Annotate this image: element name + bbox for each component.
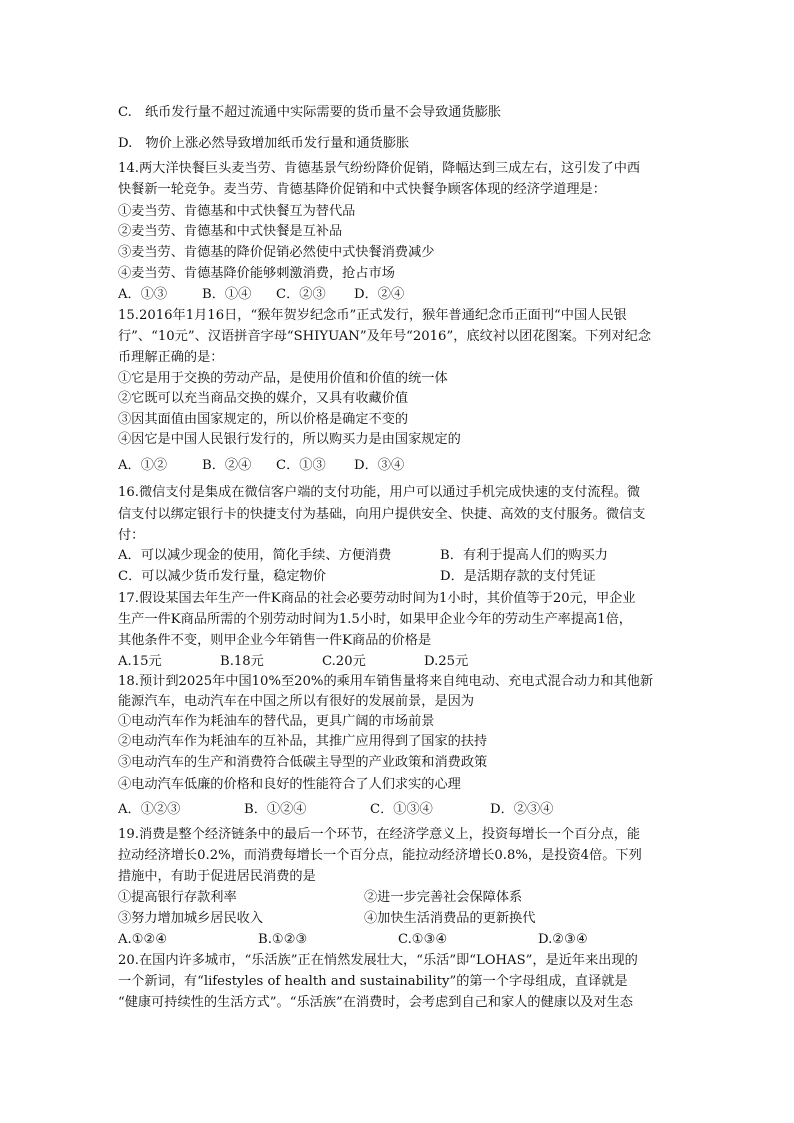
question-14-text: 14.两大洋快餐巨头麦当劳、肯德基景气纷纷降价促销，降幅达到三成左右，这引发了中西	[118, 161, 641, 176]
question-19-items	[118, 889, 688, 907]
item-1: ①提高银行存款利率	[118, 890, 237, 905]
option-d: D．是活期存款的支付凭证	[440, 569, 596, 584]
question-18-item: ③电动汽车的生产和消费符合低碳主导型的产业政策和消费政策	[118, 755, 488, 770]
question-14-item: ③麦当劳、肯德基的降价促销必然使中式快餐消费减少	[118, 245, 435, 260]
option-b: B.①②③	[258, 932, 308, 947]
question-15-text: 15.2016年1月16日，“猴年贺岁纪念币”正式发行，猴年普通纪念币正面刊“中国人民银	[118, 308, 627, 323]
question-14-item: ②麦当劳、肯德基和中式快餐是互补品	[118, 224, 343, 239]
option-c: C．②③	[276, 287, 326, 302]
option-d: D.25元	[424, 654, 469, 669]
option-c: C.①③④	[398, 932, 448, 947]
item-2: ②进一步完善社会保障体系	[364, 890, 523, 905]
option-b: B．有利于提高人们的购买力	[440, 548, 608, 563]
option-a: A．可以减少现金的使用，简化手续、方便消费	[118, 548, 392, 563]
option-a: A.①②④	[118, 932, 168, 947]
question-14-options	[118, 286, 688, 304]
question-18-item: ②电动汽车作为耗油车的互补品，其推广应用得到了国家的扶持	[118, 734, 488, 749]
question-16-options	[118, 547, 688, 565]
question-15-item: ④因它是中国人民银行发行的，所以购买力是由国家规定的	[118, 432, 461, 447]
option-a: A．①②	[118, 458, 168, 473]
question-17-options	[118, 653, 688, 671]
question-19-text: 拉动经济增长0.2%，而消费每增长一个百分点，能拉动经济增长0.8%，是投资4倍。下列	[118, 848, 642, 863]
question-16-text: 付：	[118, 528, 145, 543]
question-19-items	[118, 910, 688, 928]
option-a: A．①③	[118, 287, 168, 302]
question-15-item: ①它是用于交换的劳动产品，是使用价值和价值的统一体	[118, 371, 448, 386]
question-20-text: 20.在国内许多城市，“乐活族”正在悄然发展壮大，“乐活”即“LOHAS”，是近年来出现的	[118, 953, 638, 968]
question-20-text: “健康可持续性的生活方式”。“乐活族”在消费时，会考虑到自己和家人的健康以及对生态	[118, 995, 633, 1010]
question-15-text: 行”、“10元”、汉语拼音字母“SHIYUAN”及年号“2016”，底纹衬以团花图案。下列对纪念	[118, 329, 652, 344]
question-18-text: 能源汽车，电动汽车在中国之所以有很好的发展前景，是因为	[118, 694, 475, 709]
question-16-text: 16.微信支付是集成在微信客户端的支付功能，用户可以通过手机完成快速的支付流程。微	[118, 485, 641, 500]
question-14-item: ①麦当劳、肯德基和中式快餐互为替代品	[118, 204, 356, 219]
option-d: D．②③④	[490, 802, 554, 817]
item-3: ③努力增加城乡居民收入	[118, 911, 264, 926]
option-d-line: D. 物价上涨必然导致增加纸币发行量和通货膨胀	[118, 136, 410, 151]
question-18-text: 18.预计到2025年中国10%至20%的乘用车销售量将来自纯电动、充电式混合动力和其他新	[118, 674, 654, 689]
option-b: B．②④	[202, 458, 252, 473]
option-b: B.18元	[220, 654, 264, 669]
option-b: B．①④	[202, 287, 252, 302]
option-a: A.15元	[118, 654, 162, 669]
question-14-text: 快餐新一轮竞争。麦当劳、肯德基降价促销和中式快餐争顾客体现的经济学道理是：	[118, 182, 606, 197]
option-a: A．①②③	[118, 802, 181, 817]
option-d: D．②④	[354, 287, 405, 302]
question-16-options	[118, 568, 688, 586]
question-15-text: 币理解正确的是：	[118, 350, 224, 365]
option-d: D.②③④	[538, 932, 588, 947]
question-15-item: ②它既可以充当商品交换的媒介，又具有收藏价值	[118, 391, 409, 406]
question-18-item: ①电动汽车作为耗油车的替代品，更具广阔的市场前景	[118, 714, 435, 729]
option-c: C．可以减少货币发行量，稳定物价	[118, 569, 326, 584]
option-c-line: C. 纸币发行量不超过流通中实际需要的货币量不会导致通货膨胀	[118, 105, 502, 120]
question-16-text: 信支付以绑定银行卡的快捷支付为基础，向用户提供安全、快捷、高效的支付服务。微信支	[118, 507, 646, 522]
option-b: B．①②④	[244, 802, 307, 817]
question-18-options	[118, 801, 688, 819]
question-15-item: ③因其面值由国家规定的，所以价格是确定不变的	[118, 412, 409, 427]
question-17-text: 生产一件K商品所需的个别劳动时间为1.5小时，如果甲企业今年的劳动生产率提高1倍，	[118, 612, 632, 627]
question-18-item: ④电动汽车低廉的价格和良好的性能符合了人们求实的心理	[118, 777, 461, 792]
item-4: ④加快生活消费品的更新换代	[364, 911, 536, 926]
question-19-text: 19.消费是整个经济链条中的最后一个环节，在经济学意义上，投资每增长一个百分点，能	[118, 827, 641, 842]
question-19-text: 措施中，有助于促进居民消费的是	[118, 869, 316, 884]
question-17-text: 其他条件不变，则甲企业今年销售一件K商品的价格是	[118, 633, 432, 648]
question-17-text: 17.假设某国去年生产一件K商品的社会必要劳动时间为1小时，其价值等于20元，甲企业	[118, 591, 636, 606]
option-c: C.20元	[322, 654, 366, 669]
question-19-options	[118, 931, 688, 949]
question-15-options	[118, 457, 688, 475]
option-d: D．③④	[354, 458, 405, 473]
option-c: C．①③④	[370, 802, 433, 817]
question-20-text: 一个新词，有“lifestyles of health and sustainability”的第一个字母组成，直译就是	[118, 974, 628, 989]
question-14-item: ④麦当劳、肯德基降价能够刺激消费，抢占市场	[118, 266, 395, 281]
option-c: C．①③	[276, 458, 326, 473]
